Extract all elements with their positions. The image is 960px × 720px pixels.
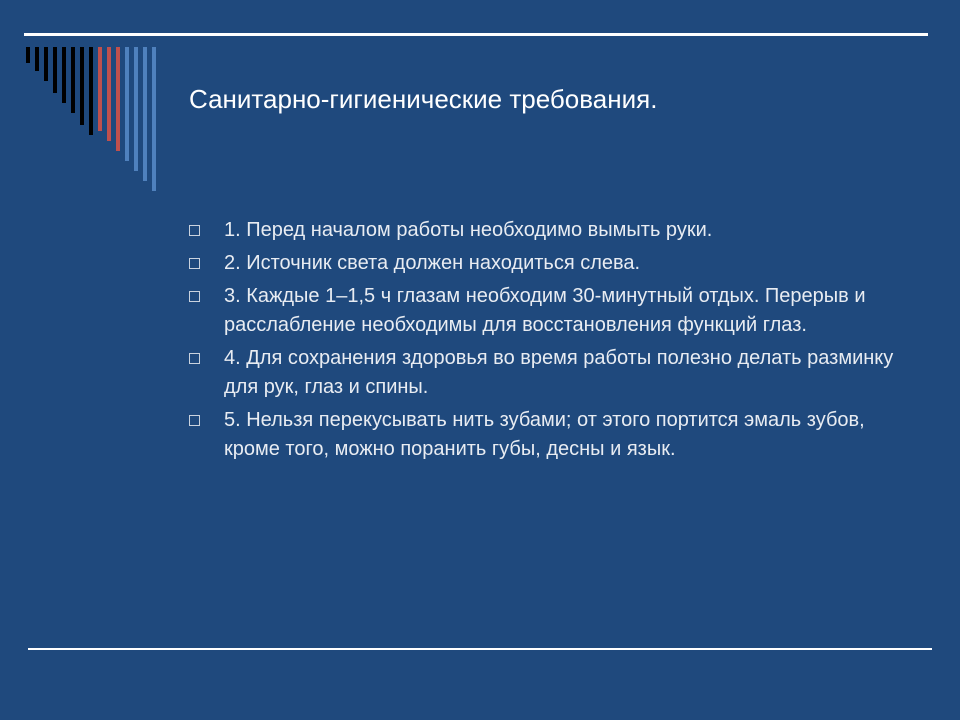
stripe-blue-4: [152, 47, 156, 191]
stripe-red-1: [98, 47, 102, 131]
list-item: [188, 406, 908, 464]
stripe-black-5: [62, 47, 66, 103]
bullet-list: [188, 216, 908, 468]
stripe-blue-1: [125, 47, 129, 161]
stripe-red-2: [107, 47, 111, 141]
slide-title: Санитарно-гигиенические требования.: [189, 84, 658, 114]
hollow-square-icon: [189, 415, 200, 426]
list-item: [188, 249, 908, 278]
stripe-black-2: [35, 47, 39, 71]
list-item: [188, 216, 908, 245]
stripe-black-1: [26, 47, 30, 63]
hollow-square-icon: [189, 291, 200, 302]
stripe-blue-3: [143, 47, 147, 181]
stripe-black-4: [53, 47, 57, 93]
stripe-red-3: [116, 47, 120, 151]
list-item-text: 1. Перед началом работы необходимо вымыть руки.: [224, 219, 713, 241]
list-item-text: 2. Источник света должен находиться слева.: [224, 252, 641, 274]
list-item-text: 4. Для сохранения здоровья во время работы полезно делать разминку для рук, глаз и спины.: [224, 347, 894, 398]
list-item: [188, 282, 908, 340]
hollow-square-icon: [189, 225, 200, 236]
hollow-square-icon: [189, 258, 200, 269]
stripe-black-7: [80, 47, 84, 125]
list-item: [188, 344, 908, 402]
list-item-text: 3. Каждые 1–1,5 ч глазам необходим 30-минутный отдых. Перерыв и расслабление необходимы для восстановления функций глаз.: [224, 285, 866, 336]
bottom-divider-line: [28, 648, 932, 650]
stripe-black-8: [89, 47, 93, 135]
decorative-stripes: [0, 0, 160, 200]
hollow-square-icon: [189, 353, 200, 364]
stripe-blue-2: [134, 47, 138, 171]
stripe-black-6: [71, 47, 75, 113]
stripe-black-3: [44, 47, 48, 81]
list-item-text: 5. Нельзя перекусывать нить зубами; от этого портится эмаль зубов, кроме того, можно поранить губы, десны и язык.: [224, 409, 865, 460]
